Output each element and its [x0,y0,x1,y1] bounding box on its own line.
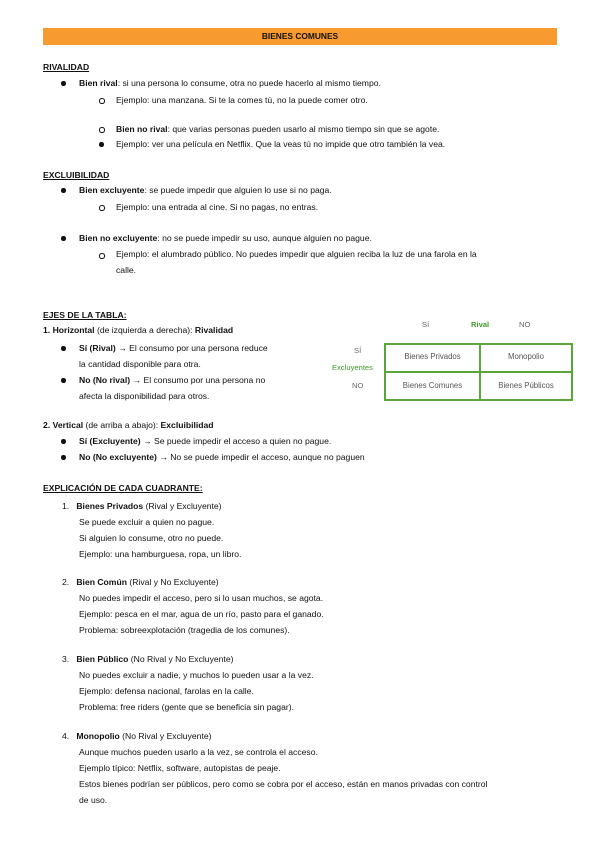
list-item: afecta la disponibilidad para otros. [79,391,210,401]
quadrant-3-title: 3. Bien Público (No Rival y No Excluyente) [62,654,234,664]
circle-bullet-icon [99,253,105,259]
axis-vertical-heading: 2. Vertical (de arriba a abajo): Excluibilidad [43,420,214,430]
col-label-no: NO [519,320,531,329]
col-label-rival: Rival [471,320,490,329]
list-item: Ejemplo: defensa nacional, farolas en la calle. [79,686,254,696]
list-item: No (No rival) → El consumo por una persona no [79,375,266,385]
bullet-icon [61,378,66,383]
list-item: de uso. [79,795,108,805]
list-item: Ejemplo: una entrada al cine. Si no pagas, no entras. [116,202,319,212]
section-heading-ejes: EJES DE LA TABLA: [43,310,127,320]
list-item: Sí (Rival) → El consumo por una persona reduce [79,343,268,353]
list-item: No puedes excluir a nadie, y muchos lo pueden usar a la vez. [79,670,314,680]
circle-bullet-icon [99,205,105,211]
list-item: Bien no excluyente: no se puede impedir su uso, aunque alguien no pague. [79,233,372,243]
bullet-icon [61,188,66,193]
cell-bienes-privados: Bienes Privados [404,352,461,361]
list-item: calle. [116,265,137,275]
cell-bienes-publicos: Bienes Públicos [498,381,554,390]
list-item: Problema: sobreexplotación (tragedia de los comunes). [79,625,290,635]
row-label-si: SÍ [354,346,362,355]
list-item: Estos bienes podrían ser públicos, pero como se cobra por el acceso, están en manos privadas con control [79,779,488,789]
list-item: Sí (Excluyente) → Se puede impedir el acceso a quien no pague. [79,436,332,446]
circle-bullet-icon [99,98,105,104]
bullet-icon [61,439,66,444]
list-item: No puedes impedir el acceso, pero si lo usan muchos, se agota. [79,593,324,603]
axis-horizontal-heading: 1. Horizontal (de izquierda a derecha): Rivalidad [43,325,234,335]
col-label-si: Sí [422,320,430,329]
page-title: BIENES COMUNES [43,28,557,45]
list-item: Problema: free riders (gente que se beneficia sin pagar). [79,702,294,712]
quadrant-4-title: 4. Monopolio (No Rival y Excluyente) [62,731,212,741]
list-item: Ejemplo: el alumbrado público. No puedes impedir que alguien reciba la luz de una farola en la [116,249,477,259]
list-item: Ejemplo: una manzana. Si te la comes tú, no la puede comer otro. [116,95,368,105]
list-item: Si alguien lo consume, otro no puede. [79,533,224,543]
cell-monopolio: Monopolio [508,352,544,361]
list-item: Bien no rival: que varias personas pueden usarlo al mismo tiempo sin que se agote. [116,124,440,134]
cell-bienes-comunes: Bienes Comunes [402,381,463,390]
section-heading-cuadrantes: EXPLICACIÓN DE CADA CUADRANTE: [43,483,203,493]
table-divider [386,371,571,373]
list-item: No (No excluyente) → No se puede impedir el acceso, aunque no paguen [79,452,365,462]
bullet-icon [61,236,66,241]
bullet-icon [61,81,66,86]
row-label-no: NO [352,381,364,390]
bullet-icon [99,142,104,147]
section-heading-excluibilidad: EXCLUIBILIDAD [43,170,110,180]
bullet-icon [61,455,66,460]
list-item: Se puede excluir a quien no pague. [79,517,215,527]
list-item: Bien excluyente: se puede impedir que alguien lo use si no paga. [79,185,332,195]
section-heading-rivalidad: RIVALIDAD [43,62,90,72]
list-item: Ejemplo: una hamburguesa, ropa, un libro. [79,549,242,559]
list-item: Bien rival: si una persona lo consume, otra no puede hacerlo al mismo tiempo. [79,78,381,88]
list-item: Ejemplo: ver una película en Netflix. Que la veas tú no impide que otro también la vea. [116,139,446,149]
bullet-icon [61,346,66,351]
classification-table [384,343,573,401]
list-item: Ejemplo típico: Netflix, software, autopistas de peaje. [79,763,281,773]
quadrant-2-title: 2. Bien Común (Rival y No Excluyente) [62,577,219,587]
quadrant-1-title: 1. Bienes Privados (Rival y Excluyente) [62,501,222,511]
row-label-excluyentes: Excluyentes [332,363,373,372]
list-item: Aunque muchos pueden usarlo a la vez, se controla el acceso. [79,747,318,757]
circle-bullet-icon [99,127,105,133]
list-item: Ejemplo: pesca en el mar, agua de un río, pasto para el ganado. [79,609,324,619]
list-item: la cantidad disponible para otra. [79,359,201,369]
